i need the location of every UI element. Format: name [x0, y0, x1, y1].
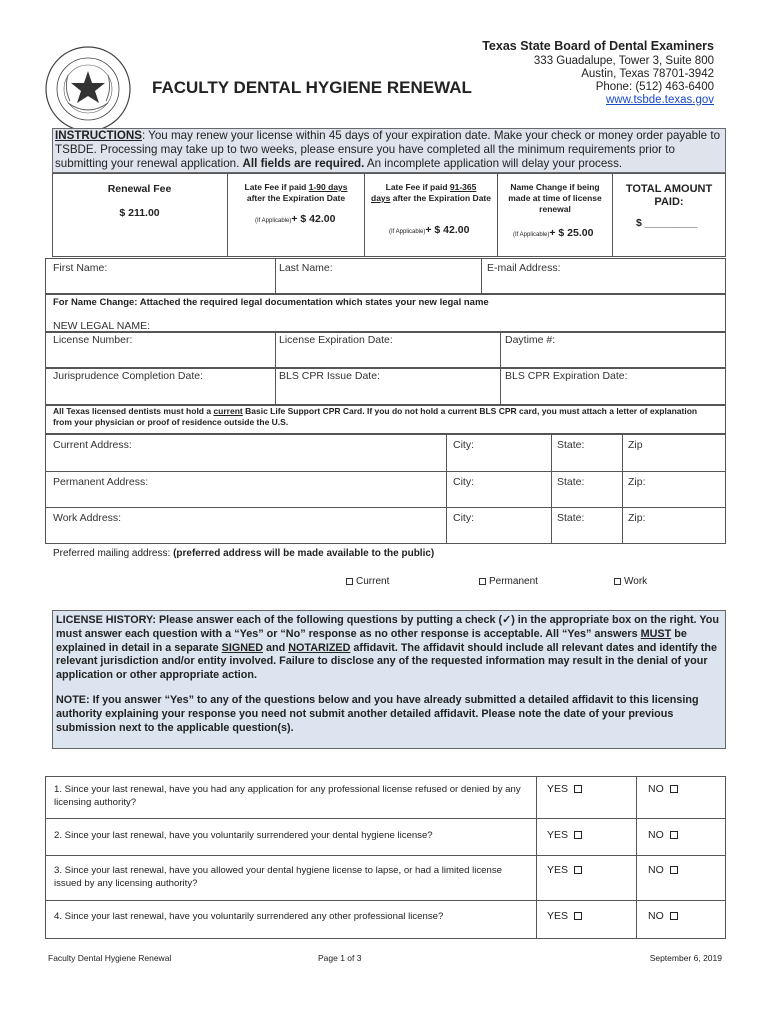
- name-change-note: (If Applicable): [513, 232, 550, 238]
- name-row: [45, 258, 726, 294]
- preferred-mailing-label: Preferred mailing address:: [53, 548, 174, 559]
- late-fee-2-note: (If Applicable): [389, 229, 426, 235]
- current-address-field[interactable]: Current Address:: [53, 439, 132, 451]
- org-name: Texas State Board of Dental Examiners: [482, 39, 714, 53]
- name-change-fee-label: Name Change if being made at time of license renewal: [508, 182, 602, 214]
- cpr-note-current: current: [213, 406, 243, 416]
- question-4-yes[interactable]: [547, 910, 582, 922]
- question-1-text: 1. Since your last renewal, have you had any application for any professional license refused or denied by any licensing authority?: [54, 784, 521, 808]
- renewal-fee-label: Renewal Fee: [107, 183, 172, 195]
- late-fee-2-label: [367, 182, 495, 204]
- question-2-no[interactable]: [648, 829, 678, 841]
- option-current[interactable]: [346, 576, 389, 587]
- yes-label: YES: [547, 864, 569, 876]
- footer-page: Page 1 of 3: [318, 953, 362, 963]
- name-change-value: + $ 25.00: [549, 227, 594, 239]
- question-2-yes[interactable]: [547, 829, 582, 841]
- history-p1c: and: [263, 641, 289, 654]
- current-zip-field[interactable]: Zip: [628, 439, 643, 451]
- preferred-mailing: [53, 548, 434, 559]
- current-city-field[interactable]: City:: [453, 439, 474, 451]
- checkbox-icon[interactable]: [670, 866, 678, 874]
- permanent-address-field[interactable]: Permanent Address:: [53, 476, 149, 488]
- license-history-note: NOTE: If you answer “Yes” to any of the questions below and you have already submitted a detailed affidavit to this licensing authority explaining your response you need not submit another detailed affidavit. Please note the date of your previous submission next to the applicable question(s).: [56, 694, 699, 734]
- late-fee-1-text: Late Fee if paid: [244, 182, 309, 192]
- question-4-text: 4. Since your last renewal, have you voluntarily surrendered any other professional license?: [54, 911, 444, 922]
- no-label: NO: [648, 864, 664, 876]
- option-permanent-label: Permanent: [489, 576, 538, 587]
- current-state-field[interactable]: State:: [557, 439, 585, 451]
- instructions-text: [55, 129, 723, 171]
- first-name-field[interactable]: First Name:: [53, 262, 108, 274]
- history-notarized: NOTARIZED: [288, 641, 351, 654]
- yes-label: YES: [547, 783, 569, 795]
- footer-date: September 6, 2019: [649, 953, 722, 963]
- checkbox-icon[interactable]: [614, 578, 621, 585]
- footer-left: Faculty Dental Hygiene Renewal: [48, 953, 172, 963]
- yes-label: YES: [547, 829, 569, 841]
- permanent-city-field[interactable]: City:: [453, 476, 474, 488]
- history-must: MUST: [640, 627, 672, 640]
- checkbox-icon[interactable]: [346, 578, 353, 585]
- history-p1: LICENSE HISTORY: Please answer each of the following questions by putting a check (✓) in the appropriate box on the right. You must answer each question with a “Yes” or “No” response as no other response is acceptable. All “Yes” answers: [56, 614, 719, 640]
- license-expiration-field[interactable]: License Expiration Date:: [279, 334, 393, 346]
- name-change-fee-amount: [513, 227, 593, 239]
- yes-label: YES: [547, 910, 569, 922]
- instructions-text-1: : You may renew your license within 45 days of your expiration date. Make your check or money order payable to TSBDE. Processing may take up to two weeks, please ensure you have completed all the minimum requirements prior to submitting your renewal application.: [55, 129, 721, 170]
- option-work[interactable]: [614, 576, 647, 587]
- no-label: NO: [648, 783, 664, 795]
- org-website-link[interactable]: www.tsbde.texas.gov: [605, 94, 714, 106]
- cpr-note: [53, 406, 718, 428]
- org-phone: Phone: (512) 463-6400: [595, 81, 714, 93]
- question-3-text: 3. Since your last renewal, have you allowed your dental hygiene license to lapse, or had a limited license issued by any licensing authority?: [54, 865, 502, 889]
- license-history-text: [56, 614, 722, 683]
- checkbox-icon[interactable]: [670, 785, 678, 793]
- late-fee-1-range: 1-90 days: [308, 182, 348, 192]
- state-seal: [44, 45, 132, 133]
- work-state-field[interactable]: State:: [557, 512, 585, 524]
- checkbox-icon[interactable]: [574, 785, 582, 793]
- option-current-label: Current: [356, 576, 390, 587]
- form-title: FACULTY DENTAL HYGIENE RENEWAL: [152, 78, 472, 97]
- email-field[interactable]: E-mail Address:: [487, 262, 561, 274]
- instructions-label: INSTRUCTIONS: [55, 129, 142, 142]
- license-number-field[interactable]: License Number:: [53, 334, 133, 346]
- late-fee-2-value: + $ 42.00: [425, 224, 470, 236]
- option-permanent[interactable]: [479, 576, 538, 587]
- late-fee-2-after: after the Expiration Date: [390, 193, 491, 203]
- checkbox-icon[interactable]: [574, 912, 582, 920]
- checkbox-icon[interactable]: [670, 912, 678, 920]
- work-city-field[interactable]: City:: [453, 512, 474, 524]
- question-1-yes[interactable]: [547, 783, 582, 795]
- org-address-1: 333 Guadalupe, Tower 3, Suite 800: [533, 55, 714, 67]
- history-p1b: be explained in detail in a separate: [56, 627, 687, 654]
- instructions-text-2: An incomplete application will delay your process.: [364, 157, 623, 170]
- total-amount-label: TOTAL AMOUNT PAID:: [625, 183, 713, 208]
- late-fee-2-text: Late Fee if paid: [385, 182, 450, 192]
- option-work-label: Work: [624, 576, 648, 587]
- work-address-field[interactable]: Work Address:: [53, 512, 122, 524]
- history-signed: SIGNED: [221, 641, 264, 654]
- total-amount-field[interactable]: $ _________: [636, 217, 698, 229]
- address-section: [45, 434, 726, 544]
- late-fee-2-days: days: [371, 193, 391, 203]
- late-fee-1-after: after the Expiration Date: [246, 193, 346, 203]
- late-fee-1-amount: [255, 213, 335, 225]
- no-label: NO: [648, 910, 664, 922]
- permanent-zip-field[interactable]: Zip:: [628, 476, 646, 488]
- work-zip-field[interactable]: Zip:: [628, 512, 646, 524]
- late-fee-1-value: + $ 42.00: [291, 213, 336, 225]
- bls-expiration-date-field[interactable]: BLS CPR Expiration Date:: [505, 370, 628, 382]
- late-fee-2-amount: [389, 224, 469, 236]
- history-p1d: affidavit. The affidavit should include all relevant dates and identify the relevant jurisdiction and/or entity involved. Failure to disclose any of the requested information may result in the denial of your application or other appropriate action.: [56, 641, 717, 682]
- checkbox-icon[interactable]: [479, 578, 486, 585]
- late-fee-2-range: 91-365: [449, 182, 477, 192]
- preferred-mailing-note: (preferred address will be made available to the public): [173, 548, 435, 559]
- cpr-note-1: All Texas licensed dentists must hold a: [53, 406, 214, 416]
- permanent-state-field[interactable]: State:: [557, 476, 585, 488]
- instructions-required: All fields are required.: [242, 157, 365, 170]
- renewal-fee-amount: $ 211.00: [119, 207, 160, 219]
- question-3-yes[interactable]: [547, 864, 582, 876]
- new-legal-name-field[interactable]: NEW LEGAL NAME:: [53, 320, 151, 332]
- late-fee-1-note: (If Applicable): [255, 218, 292, 224]
- question-4-no[interactable]: [648, 910, 678, 922]
- daytime-phone-field[interactable]: Daytime #:: [505, 334, 556, 346]
- no-label: NO: [648, 829, 664, 841]
- org-address-2: Austin, Texas 78701-3942: [581, 68, 714, 80]
- last-name-field[interactable]: Last Name:: [279, 262, 333, 274]
- jurisprudence-date-field[interactable]: Jurisprudence Completion Date:: [53, 370, 203, 382]
- checkbox-icon[interactable]: [670, 831, 678, 839]
- question-3-no[interactable]: [648, 864, 678, 876]
- question-1-no[interactable]: [648, 783, 678, 795]
- checkbox-icon[interactable]: [574, 831, 582, 839]
- question-2-text: 2. Since your last renewal, have you voluntarily surrendered your dental hygiene license?: [54, 830, 433, 841]
- bls-issue-date-field[interactable]: BLS CPR Issue Date:: [279, 370, 380, 382]
- checkbox-icon[interactable]: [574, 866, 582, 874]
- name-change-note: For Name Change: Attached the required legal documentation which states your new legal name: [53, 297, 489, 308]
- late-fee-1-label: [230, 182, 362, 204]
- cpr-note-2: Basic Life Support CPR Card. If you do not hold a current BLS CPR card, you must attach a letter of explanation from your physician or proof of residence outside the U.S.: [53, 406, 698, 427]
